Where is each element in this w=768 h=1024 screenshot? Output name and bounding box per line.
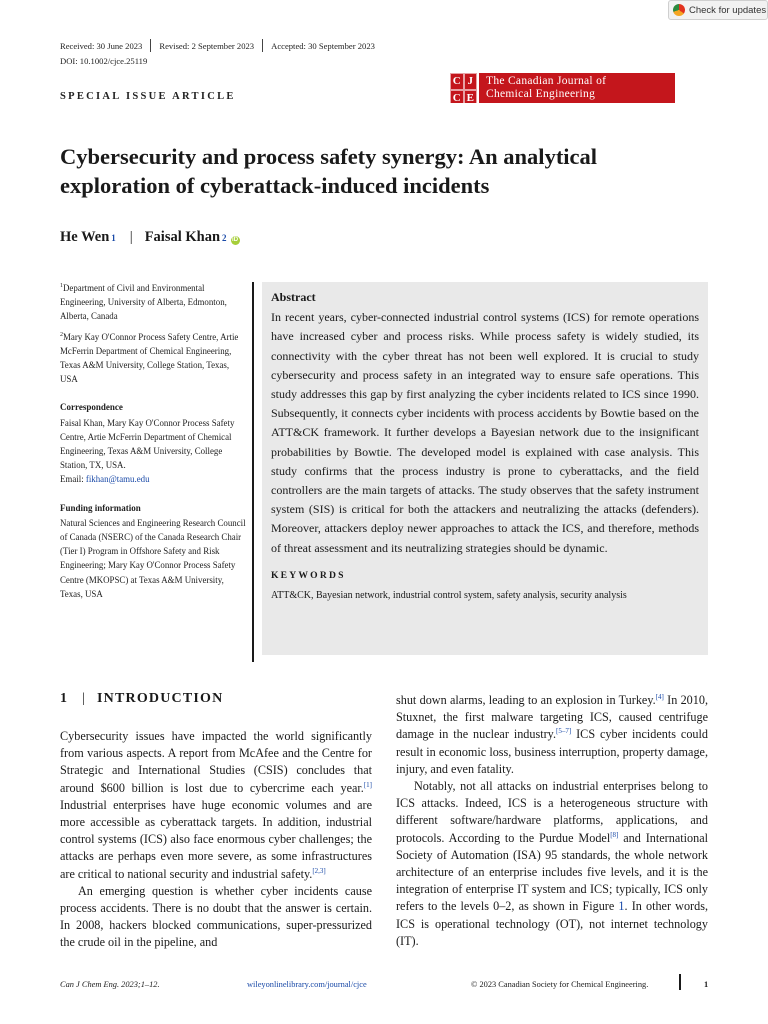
- paragraph-text: Notably, not all attacks on industrial enterprises belong to ICS attacks. Indeed, ICS is a heterogeneous structure with different software/hardware platforms, applications, and protocols. According to the Purdue Model: [396, 779, 708, 845]
- correspondence-address: Faisal Khan, Mary Kay O'Connor Process Safety Centre, Artie McFerrin Department of Chemical Engineering, Texas A&M University, College Station, TX, USA.: [60, 417, 235, 471]
- figure-link[interactable]: 1: [618, 899, 625, 914]
- orcid-icon[interactable]: iD: [232, 237, 239, 243]
- footer-rule: [679, 974, 681, 990]
- body-column-right: [396, 692, 708, 950]
- affiliation-number: 2: [60, 331, 63, 338]
- received-date: Received: 30 June 2023: [60, 40, 143, 51]
- check-for-updates-label: Check for updates: [689, 4, 767, 16]
- affiliation-text: Department of Civil and Environmental Engineering, University of Alberta, Edmonton, Alberta, Canada: [60, 282, 227, 322]
- sidebar-rule: [252, 282, 254, 662]
- paragraph: An emerging question is whether cyber incidents cause process accidents. There is no doubt that the answer is certain. In 2008, hackers blocked communications, super-pressurized the crude oil in the pipeline, and: [60, 883, 372, 950]
- journal-reference: Can J Chem Eng. 2023;1–12.: [60, 980, 160, 989]
- paragraph-text: Industrial enterprises have huge economic volumes and are more accessible as cyberattack targets. In addition, industrial control systems (ICS) also face enormous cyber challenges; the attacks are perhaps even more severe, as some infrastructures are critical to national security and industrial safety.: [60, 797, 372, 881]
- journal-logo-mark: [450, 73, 477, 103]
- revised-date: Revised: 2 September 2023: [159, 40, 255, 51]
- citation-link[interactable]: [2,3]: [312, 866, 326, 875]
- divider: |: [82, 691, 86, 706]
- check-for-updates-button[interactable]: [668, 0, 768, 20]
- journal-logo: [450, 73, 675, 103]
- logo-cell: C: [450, 90, 464, 107]
- funding-heading: Funding information: [60, 502, 141, 513]
- copyright: © 2023 Canadian Society for Chemical Engineering.: [471, 980, 649, 989]
- paragraph: [60, 728, 372, 883]
- affiliation-text: Mary Kay O'Connor Process Safety Centre, Artie McFerrin Department of Chemical Engineering, Texas A&M University, College Station, Texas, USA: [60, 331, 239, 385]
- divider: [150, 39, 151, 52]
- section-number: 1: [60, 691, 69, 706]
- journal-name-line1: The Canadian Journal of: [486, 74, 607, 87]
- logo-cell: J: [464, 73, 478, 90]
- abstract-heading: Abstract: [271, 290, 316, 304]
- journal-url[interactable]: wileyonlinelibrary.com/journal/cjce: [247, 980, 367, 989]
- affiliation-marker[interactable]: 1: [111, 233, 116, 243]
- abstract-box: [262, 282, 708, 655]
- page-number: 1: [704, 980, 709, 989]
- author-name[interactable]: Faisal Khan: [144, 229, 221, 245]
- paragraph-text: ICS cyber incidents could result in economic loss, business interruption, property damage, injury, and even fatality.: [396, 727, 709, 776]
- article-type: SPECIAL ISSUE ARTICLE: [60, 91, 236, 102]
- affiliation-marker[interactable]: 2: [222, 233, 227, 243]
- paragraph-text: and International Society of Automation (ISA) 95 standards, the whole network architecture of an enterprise includes five levels, and it is the integration of enterprise IT system and ICS; typically, ICS only refers to the levels 0–2, as shown in Figure: [396, 830, 708, 914]
- sidebar: [60, 279, 246, 605]
- logo-cell: E: [464, 90, 478, 107]
- paragraph-text: Cybersecurity issues have impacted the world significantly from various aspects. A report from McAfee and the Centre for Strategic and International Studies (CSIS) concludes that around $600 billion is lost due to cybercrime each year.: [60, 729, 372, 795]
- logo-cell: C: [450, 73, 464, 90]
- paragraph: [396, 778, 708, 950]
- journal-name: [479, 73, 675, 103]
- funding-text: Natural Sciences and Engineering Research Council of Canada (NSERC) of the Canada Research Chair (Tier I) Program in Offshore Safety and Risk Engineering; Mary Kay O'Connor Process Safety Centre (MKOPSC) at Texas A&M University, Texas, USA: [60, 517, 246, 599]
- crossmark-icon: [673, 4, 685, 16]
- section-heading: [60, 691, 223, 707]
- affiliation-number: 1: [60, 283, 63, 289]
- keywords: ATT&CK, Bayesian network, industrial control system, safety analysis, security analysis: [271, 590, 627, 602]
- author-name[interactable]: He Wen: [60, 229, 110, 245]
- history-line: [60, 39, 375, 52]
- accepted-date: Accepted: 30 September 2023: [271, 40, 375, 51]
- affiliation: [60, 328, 246, 387]
- section-title: INTRODUCTION: [97, 691, 224, 706]
- paragraph: [396, 692, 708, 778]
- correspondence-text: [60, 416, 246, 487]
- paragraph-text: shut down alarms, leading to an explosion in Turkey.: [396, 693, 656, 707]
- author-list: [60, 229, 240, 246]
- paragraph-text: . In other words, ICS is operational technology (OT), not internet technology (IT).: [396, 899, 708, 948]
- divider: [262, 39, 263, 52]
- paragraph-text: In 2010, Stuxnet, the first malware targeting ICS, caused centrifuge damage in the nuclear industry.: [396, 693, 708, 742]
- email-link[interactable]: fikhan@tamu.edu: [85, 474, 150, 485]
- citation-link[interactable]: [1]: [363, 780, 372, 789]
- citation-link[interactable]: [4]: [655, 692, 664, 701]
- article-title: Cybersecurity and process safety synergy: An analytical exploration of cyberattack-induced incidents: [60, 144, 598, 198]
- citation-link[interactable]: [8]: [610, 830, 619, 839]
- abstract-text: In recent years, cyber-connected industrial control systems (ICS) for remote operations have increased cyber and process risks. While process safety is widely studied, its connectivity with the cyber threat has not been well explored. It is crucial to study cybersecurity and process safety in an integrated way to ensure safe operations. This study addresses this gap by first analyzing the cyber incidents related to ICS since 1990. Subsequently, it connects cyber incidents with process accidents by Bowtie based on the ATT&CK framework. It further develops a Bayesian network due to the insignificant probabilities by Bowtie. The developed model is explained with case analysis. This study confirms that the process industry is prone to cyberattacks, and the field controllers are the main targets of attacks. The study observes that the safety instrument system (SIS) is critical for both the attackers and neutralizing the attacks (defenders). Moreover, attackers deploy newer approaches to attack the ICS, and therefore, methods of threat assessment and its neutralizing strategies should be dynamic.: [271, 310, 699, 555]
- journal-name-line2: Chemical Engineering: [486, 88, 596, 100]
- doi[interactable]: DOI: 10.1002/cjce.25119: [60, 56, 148, 66]
- citation-link[interactable]: [5–7]: [556, 727, 572, 736]
- keywords-heading: KEYWORDS: [271, 569, 346, 581]
- affiliation: [60, 279, 246, 324]
- body-column-left: [60, 728, 372, 952]
- correspondence-heading: Correspondence: [60, 402, 123, 413]
- email-label: Email:: [60, 474, 86, 485]
- divider: |: [129, 229, 133, 245]
